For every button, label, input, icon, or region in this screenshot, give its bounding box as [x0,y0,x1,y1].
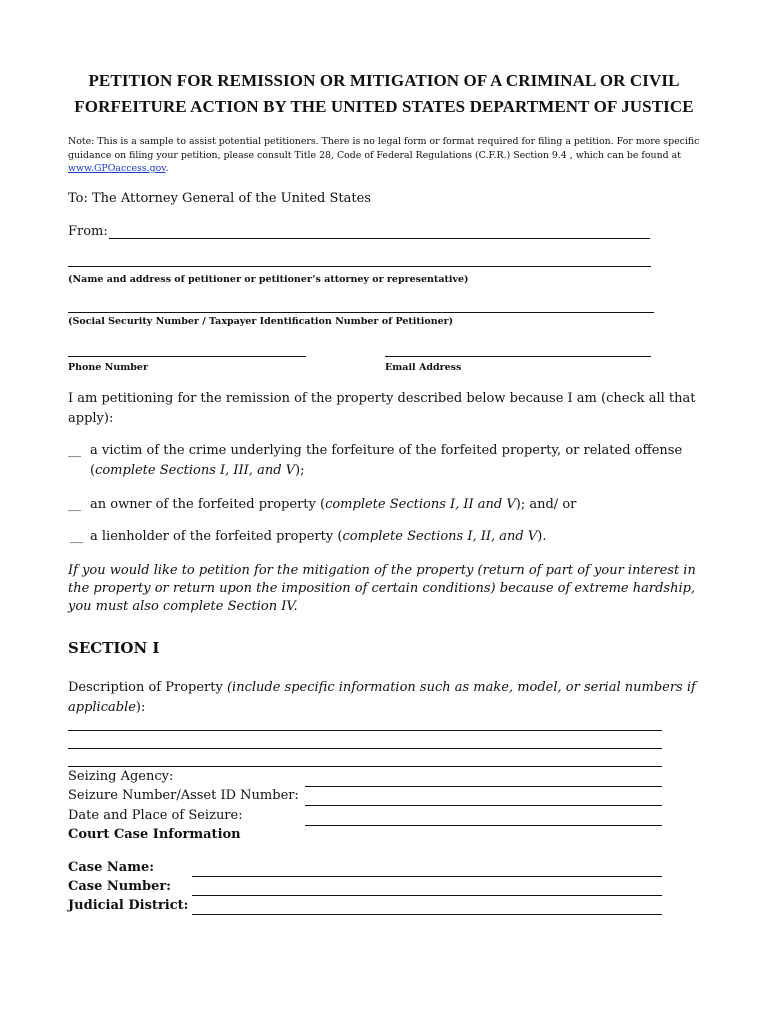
option-lienholder-text [90,529,546,544]
description-label-italic: (include specific information such as make, model, or serial numbers if applicable [68,680,696,715]
option-victim-pre: ( [90,463,96,478]
phone-field[interactable] [68,356,306,357]
name-address-label: (Name and address of petitioner or petitioner’s attorney or representative) [68,274,469,285]
option-victim-italic: complete Sections I, III, and V [95,463,296,478]
option-victim-text: a victim of the crime underlying the forfeiture of the forfeited property, or related offense [90,443,683,458]
option-lienholder-post: ). [537,529,547,544]
page-title [40,68,728,120]
to-line: To: The Attorney General of the United States [68,191,371,206]
case-name-label: Case Name: [68,860,155,875]
judicial-district-label: Judicial District: [68,898,189,913]
description-field-3[interactable] [68,766,662,767]
description-label-text: Description of Property [68,680,227,695]
ssn-field[interactable] [68,312,654,313]
option-owner-checkbox[interactable]: __ [68,497,81,512]
phone-label: Phone Number [68,362,148,373]
title-line-2: FORFEITURE ACTION BY THE UNITED STATES DEPARTMENT OF JUSTICE [74,97,694,116]
mitigation-note: If you would like to petition for the mitigation of the property (return of part of your interest in the property or return upon the imposition of certain conditions) because of extreme hardship, you must also complete Section IV. [68,563,696,614]
option-lienholder-pre: a lienholder of the forfeited property ( [90,529,343,544]
petition-intro: I am petitioning for the remission of the property described below because I am (check all that apply): [68,391,696,426]
option-owner-italic: complete Sections I, II and V [325,497,516,512]
address-field[interactable] [68,266,651,267]
gpoaccess-link[interactable]: www.GPOaccess.gov [68,163,166,174]
seizure-number-label: Seizure Number/Asset ID Number: [68,788,299,803]
option-victim-post: ); [295,463,305,478]
option-owner-pre: an owner of the forfeited property ( [90,497,326,512]
case-name-field[interactable] [192,876,662,877]
option-lienholder-checkbox[interactable]: __ [70,529,83,544]
date-place-field[interactable] [305,825,662,826]
case-number-field[interactable] [192,895,662,896]
description-label [68,678,708,718]
description-field-2[interactable] [68,748,662,749]
email-label: Email Address [385,362,462,373]
seizing-agency-label: Seizing Agency: [68,769,174,784]
note-end: . [165,163,169,174]
email-field[interactable] [385,356,651,357]
seizing-agency-field[interactable] [305,786,662,787]
ssn-label: (Social Security Number / Taxpayer Identification Number of Petitioner) [68,316,454,327]
note-text: Note: This is a sample to assist potential petitioners. There is no legal form or format required for filing a petition. For more specific guidance on filing your petition, please consult Title 28, Code of Federal Regulations (C.F.R.) Section 9.4 , which can be found at [68,136,700,161]
option-lienholder-italic: complete Sections I, II, and V [342,529,538,544]
case-number-label: Case Number: [68,879,171,894]
judicial-district-field[interactable] [192,914,662,915]
from-label: From: [68,224,108,239]
date-place-label: Date and Place of Seizure: [68,808,243,823]
option-victim-sections [90,463,305,478]
option-owner-post: ); and/ or [515,497,577,512]
note-paragraph [68,135,708,176]
option-owner-text [90,497,576,512]
from-field[interactable] [109,238,650,239]
title-line-1: PETITION FOR REMISSION OR MITIGATION OF A CRIMINAL OR CIVIL [88,71,680,90]
option-victim-checkbox[interactable]: __ [68,443,81,458]
description-label-end: ): [135,700,146,715]
description-field-1[interactable] [68,730,662,731]
section-1-heading: SECTION I [68,639,160,657]
court-case-info-heading: Court Case Information [68,827,241,842]
seizure-number-field[interactable] [305,805,662,806]
